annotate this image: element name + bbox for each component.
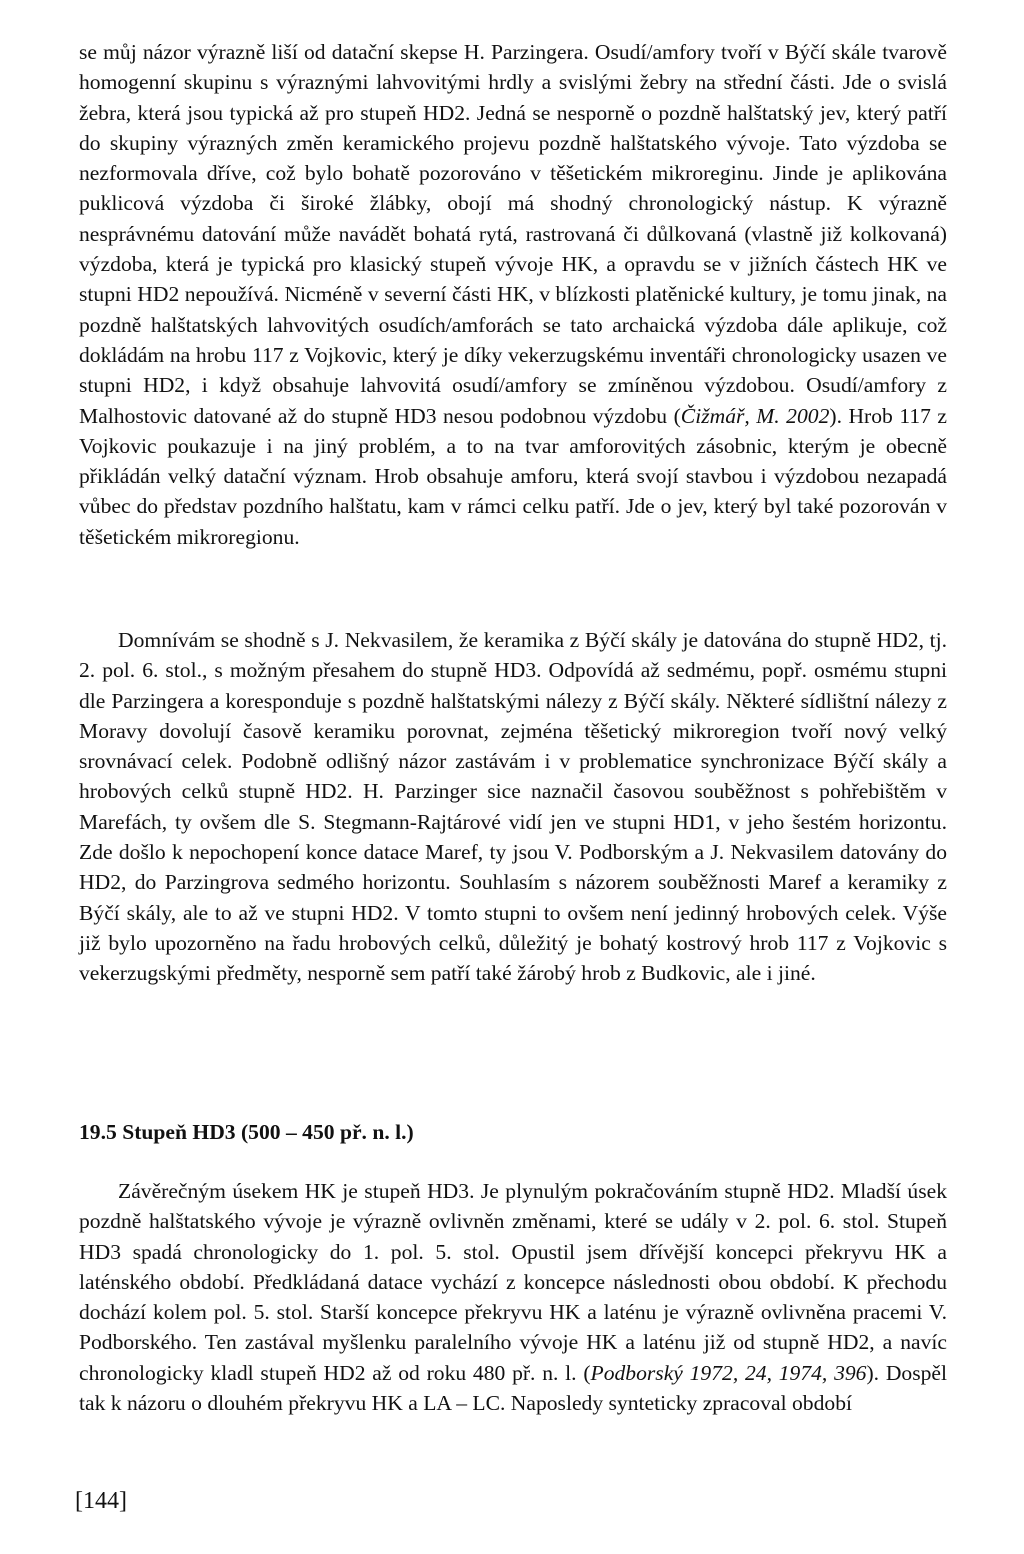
paragraph-2-text: Domnívám se shodně s J. Nekvasilem, že keramika z Býčí skály je datována do stupně HD2, tj. 2. pol. 6. stol., s možným přesahem do stupně HD3. Odpovídá až sedmému, popř. osmému stupni dle Parzingera a koresponduje s pozdně halštatskými nálezy z Býčí skály. Některé sídlištní nálezy z Moravy dovolují časově keramiku porovnat, zejména těšetický mikroregion tvoří nový velký srovnávací celek. Podobně odlišný názor zastávám i v problematice synchronizace Býčí skály a hrobových celků stupně HD2. H. Parzinger sice naznačil časovou souběžnost s pohřebištěm v Marefách, ty ovšem dle S. Stegmann-Rajtárové vidí jen ve stupni HD1, v jeho šestém horizontu. Zde došlo k nepochopení konce datace Maref, ty jsou V. Podborským a J. Nekvasilem datovány do HD2, do Parzingrova sedmého horizontu. Souhlasím s názorem souběžnosti Maref a keramiky z Býčí skály, ale to až ve stupni HD2. V tomto stupni to ovšem není jedinný hrobových celek. Výše již bylo upozorněno na řadu hrobových celků, důležitý je bohatý kostrový hrob 117 z Vojkovic s vekerzugskými předměty, nesporně sem patří také žárobý hrob z Budkovic, ale i jiné. (79, 628, 947, 986)
citation-cizmar: Čižmář, M. 2002 (680, 403, 830, 428)
body-paragraph-1 (79, 37, 947, 552)
body-paragraph-2 (79, 625, 947, 989)
body-paragraph-3 (79, 1176, 947, 1418)
paragraph-3-text: Závěrečným úsekem HK je stupeň HD3. Je plynulým pokračováním stupně HD2. Mladší úsek pozdně halštatského vývoje je výrazně ovlivněn změnami, které se udály v 2. pol. 6. stol. Stupeň HD3 spadá chronologicky do 1. pol. 5. stol. Opustil jsem dřívější koncepci překryvu HK a laténského období. Předkládaná datace vychází z koncepce následnosti obou období. K přechodu dochází kolem pol. 5. stol. Starší koncepce překryvu HK a laténu je výrazně ovlivněna pracemi V. Podborského. Ten zastával myšlenku paralelního vývoje HK a laténu již od stupně HD2, a navíc chronologicky kladl stupeň HD2 až od roku 480 př. n. l. ( (79, 1179, 947, 1385)
page-number: [144] (75, 1488, 127, 1514)
section-heading: 19.5 Stupeň HD3 (500 – 450 př. n. l.) (79, 1120, 414, 1144)
paragraph-1-tail: ). Hrob 117 z Vojkovic poukazuje i na jiný problém, a to na tvar amforovitých zásobnic, kterým je obecně přikládán velký datační význam. Hrob obsahuje amforu, která svojí stavbou i výzdobou nezapadá vůbec do představ pozdního halštatu, kam v rámci celku patří. Jde o jev, který byl také pozorován v těšetickém mikroregionu. (79, 403, 948, 549)
paragraph-1-text: se můj názor výrazně liší od datační skepse H. Parzingera. Osudí/amfory tvoří v Býčí skále tvarově homogenní skupinu s výraznými lahvovitými hrdly a svislými žebry na střední části. Jde o svislá žebra, která jsou typická až pro stupeň HD2. Jedná se nesporně o pozdně halštatský jev, který patří do skupiny výrazných změn keramického projevu pozdně halštatského vývoje. Tato výzdoba se nezformovala dříve, což bylo bohatě pozorováno v těšetickém mikroreginu. Jinde je aplikována puklicová výzdoba či široké žlábky, obojí má shodný chronologický nástup. K výrazně nesprávnému datování může navádět bohatá rytá, rastrovaná či důlkovaná (vlastně již kolkovaná) výzdoba, která je typická pro klasický stupeň vývoje HK, a opravdu se v jižních částech HK ve stupni HD2 nepoužívá. Nicméně v severní části HK, v blízkosti platěnické kultury, je tomu jinak, na pozdně halštatských lahvovitých osudích/amforách se tato archaická výzdoba dále aplikuje, což dokládám na hrobu 117 z Vojkovic, který je díky vekerzugskému inventáři chronologicky usazen ve stupni HD2, i když obsahuje lahvovitá osudí/amfory se zmíněnou výzdobou. Osudí/amfory z Malhostovic datované až do stupně HD3 nesou podobnou výzdobu ( (79, 40, 947, 428)
paragraph-3-tail: ). Dospěl tak k názoru o dlouhém překryvu HK a LA – LC. Naposledy synteticky zpracoval období (79, 1360, 947, 1416)
citation-podborsky: Podborský 1972, 24, 1974, 396 (590, 1360, 867, 1385)
